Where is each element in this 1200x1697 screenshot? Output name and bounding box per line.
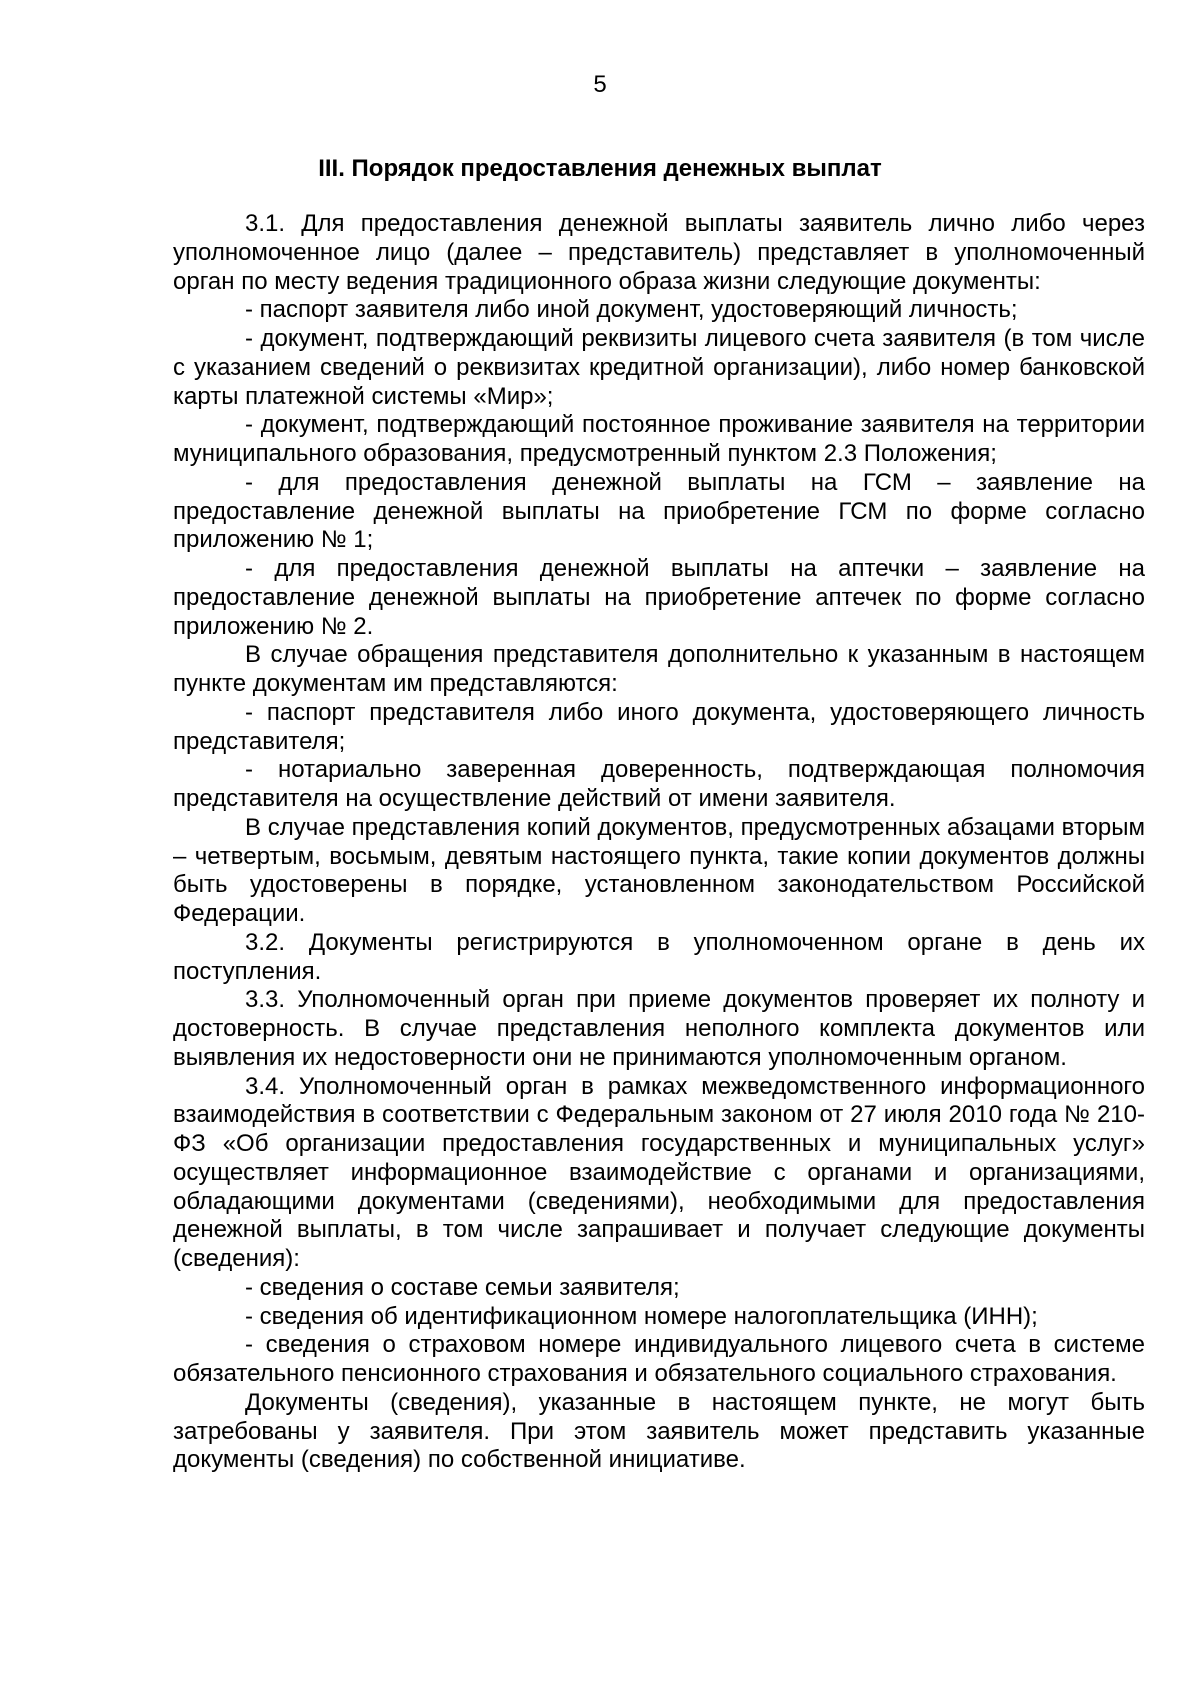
list-item-fuel-application: - для предоставления денежной выплаты на ГСМ – заявление на предоставление денежной выплаты на приобретение ГСМ по форме согласно приложению № 1;: [173, 468, 1145, 554]
paragraph-copies: В случае представления копий документов, предусмотренных абзацами вторым – четвертым, восьмым, девятым настоящего пункта, такие копии документов должны быть удостоверены в порядке, установленном законодательством Российской Федерации.: [173, 813, 1145, 927]
list-item-representative-passport: - паспорт представителя либо иного документа, удостоверяющего личность представителя;: [173, 698, 1145, 755]
paragraph-3-2: 3.2. Документы регистрируются в уполномоченном органе в день их поступления.: [173, 928, 1145, 985]
document-body: [173, 210, 1145, 1475]
page-number: 5: [593, 71, 607, 98]
list-item-family: - сведения о составе семьи заявителя;: [245, 1273, 680, 1301]
paragraph-3-1: 3.1. Для предоставления денежной выплаты заявитель лично либо через уполномоченное лицо (далее – представитель) представляет в уполномоченный орган по месту ведения традиционного образа жизни следующие документы:: [173, 210, 1145, 295]
paragraph-3-3: 3.3. Уполномоченный орган при приеме документов проверяет их полноту и достоверность. В случае представления неполного комплекта документов или выявления их недостоверности они не принимаются уполномоченным органом.: [173, 986, 1145, 1071]
list-item-inn: - сведения об идентификационном номере налогоплательщика (ИНН);: [245, 1302, 1038, 1330]
section-title: III. Порядок предоставления денежных выплат: [318, 155, 882, 182]
paragraph-3-4: 3.4. Уполномоченный орган в рамках межведомственного информационного взаимодействия в соответствии с Федеральным законом от 27 июля 2010 года № 210-ФЗ «Об организации предоставления государственных и муниципальных услуг» осуществляет информационное взаимодействие с органами и организациями, обладающими документами (сведениями), необходимыми для предоставления денежной выплаты, в том числе запрашивает и получает следующие документы (сведения):: [173, 1072, 1145, 1272]
list-item-snils: - сведения о страховом номере индивидуального лицевого счета в системе обязательного пенсионного страхования и обязательного социального страхования.: [173, 1331, 1145, 1387]
list-item-account-details: - документ, подтверждающий реквизиты лицевого счета заявителя (в том числе с указанием сведений о реквизитах кредитной организации), либо номер банковской карты платежной системы «Мир»;: [173, 325, 1145, 410]
list-item-passport: - паспорт заявителя либо иной документ, удостоверяющий личность;: [245, 296, 1018, 324]
list-item-residence-document: - документ, подтверждающий постоянное проживание заявителя на территории муниципального образования, предусмотренный пунктом 2.3 Положения;: [173, 411, 1145, 467]
paragraph-representative: В случае обращения представителя дополнительно к указанным в настоящем пункте документам им представляются:: [173, 641, 1145, 697]
paragraph-own-initiative: Документы (сведения), указанные в настоящем пункте, не могут быть затребованы у заявителя. При этом заявитель может представить указанные документы (сведения) по собственной инициативе.: [173, 1388, 1145, 1474]
list-item-power-of-attorney: - нотариально заверенная доверенность, подтверждающая полномочия представителя на осуществление действий от имени заявителя.: [173, 756, 1145, 812]
list-item-first-aid-application: - для предоставления денежной выплаты на аптечки – заявление на предоставление денежной выплаты на приобретение аптечек по форме согласно приложению № 2.: [173, 555, 1145, 640]
